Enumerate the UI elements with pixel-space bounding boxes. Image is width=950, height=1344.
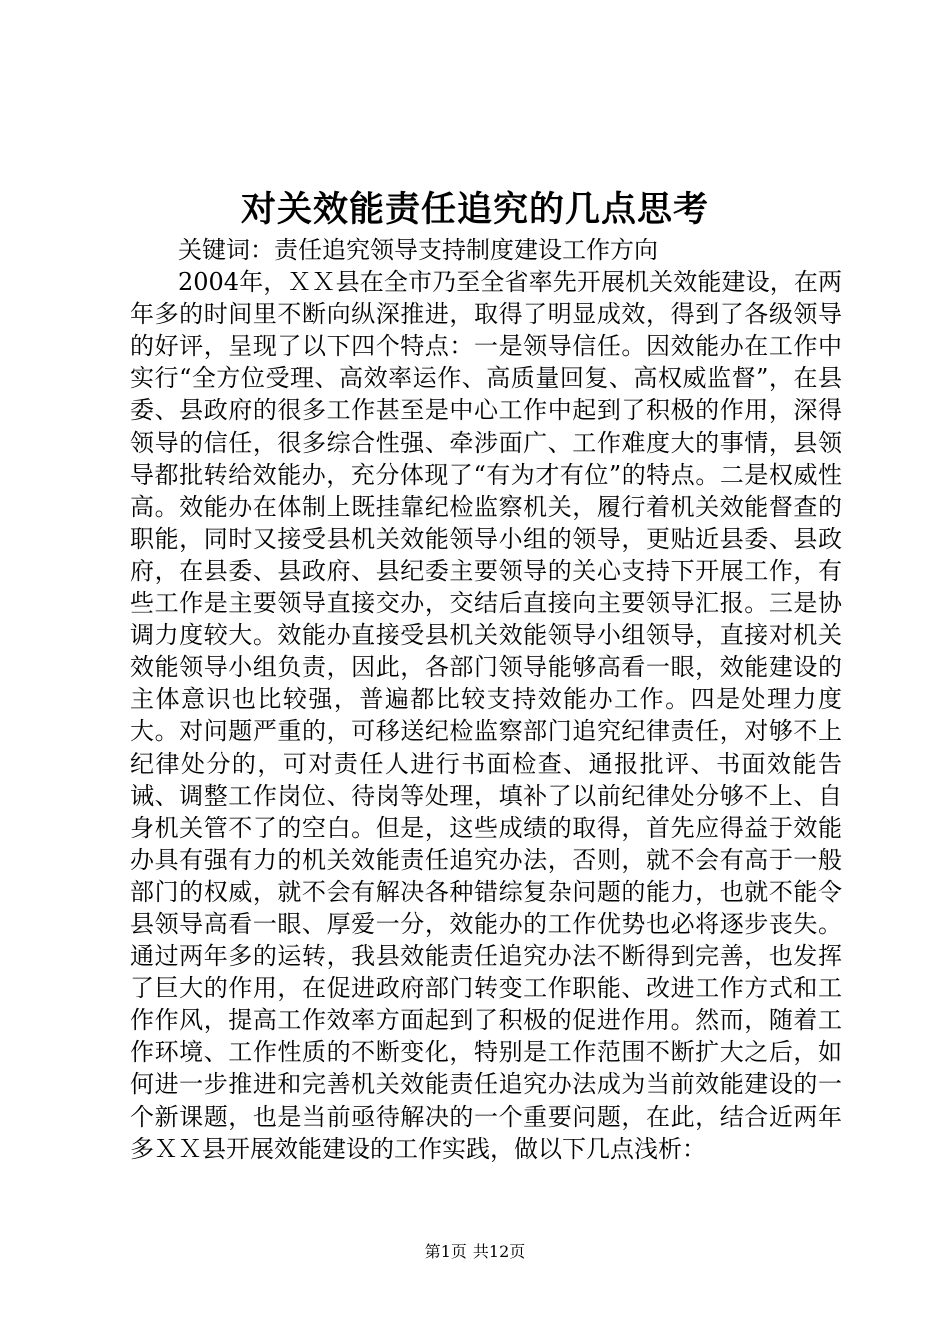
document-body [130,234,842,1165]
page-number: 第1页 [424,1242,467,1261]
keywords-line: 关键词：责任追究领导支持制度建设工作方向 [178,236,658,264]
body-paragraph: 2004年，ＸＸ县在全市乃至全省率先开展机关效能建设，在两年多的时间里不断向纵深推进，取得了明显成效，得到了各级领导的好评，呈现了以下四个特点：一是领导信任。因效能办在工作中实行“全方位受理、高效率运作、高质量回复、高权威监督”，在县委、县政府的很多工作甚至是中心工作中起到了积极的作用，深得领导的信任，很多综合性强、牵涉面广、工作难度大的事情，县领导都批转给效能办，充分体现了“有为才有位”的特点。二是权威性高。效能办在体制上既挂靠纪检监察机关，履行着机关效能督查的职能，同时又接受县机关效能领导小组的领导，更贴近县委、县政府，在县委、县政府、县纪委主要领导的关心支持下开展工作，有些工作是主要领导直接交办，交结后直接向主要领导汇报。三是协调力度较大。效能办直接受县机关效能领导小组领导，直接对机关效能领导小组负责，因此，各部门领导能够高看一眼，效能建设的主体意识也比较强，普遍都比较支持效能办工作。四是处理力度大。对问题严重的，可移送纪检监察部门追究纪律责任，对够不上纪律处分的，可对责任人进行书面检查、通报批评、书面效能告诫、调整工作岗位、待岗等处理，填补了以前纪律处分够不上、自身机关管不了的空白。但是，这些成绩的取得，首先应得益于效能办具有强有力的机关效能责任追究办法，否则，就不会有高于一般部门的权威，就不会有解决各种错综复杂问题的能力，也就不能令县领导高看一眼、厚爱一分，效能办的工作优势也必将逐步丧失。通过两年多的运转，我县效能责任追究办法不断得到完善，也发挥了巨大的作用，在促进政府部门转变工作职能、改进工作方式和工作作风，提高工作效率方面起到了积极的促进作用。然而，随着工作环境、工作性质的不断变化，特别是工作范围不断扩大之后，如何进一步推进和完善机关效能责任追究办法成为当前效能建设的一个新课题，也是当前亟待解决的一个重要问题，在此，结合近两年多ＸＸ县开展效能建设的工作实践，做以下几点浅析： [130,268,842,1163]
page-footer [0,1240,950,1264]
page-total: 共12页 [472,1242,526,1261]
document-title: 对关效能责任追究的几点思考 [240,189,709,230]
